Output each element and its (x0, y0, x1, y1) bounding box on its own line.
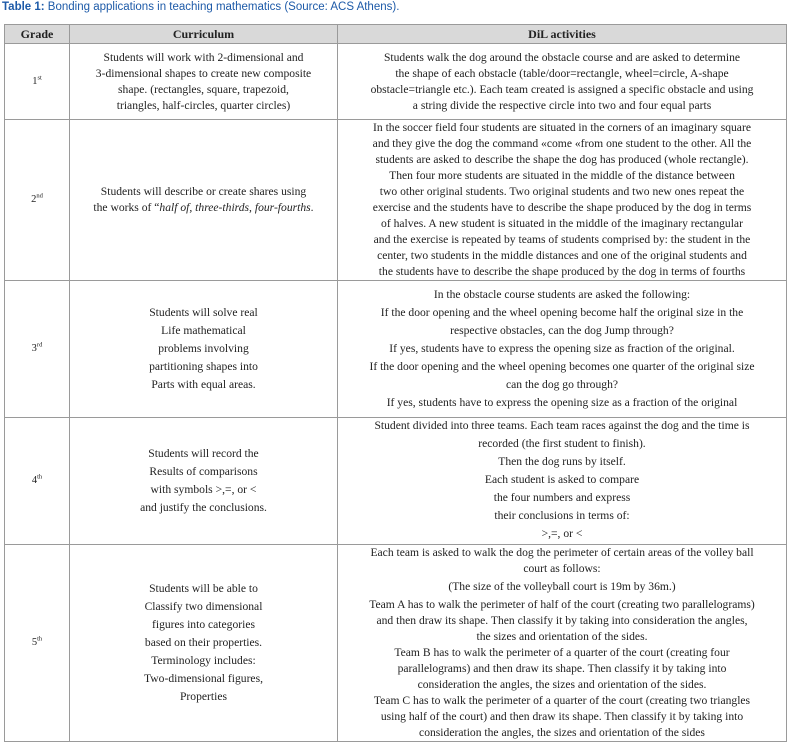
activities-cell (338, 120, 787, 281)
text-line: partitioning shapes into (149, 360, 258, 373)
text-line: the students have to describe the shape produced by the dog in terms of fourths (378, 265, 746, 278)
text-line: Life mathematical (161, 324, 246, 337)
curriculum-cell (70, 120, 338, 281)
text-fragment: the works of “ (93, 201, 160, 214)
text-line: using half of the court) and then draw its shape. Then classify it by taking into (380, 710, 744, 723)
activities-cell (338, 281, 787, 418)
text-line: Students will work with 2-dimensional and (103, 50, 304, 64)
caption-label: Table 1: (2, 1, 45, 13)
curriculum-cell (70, 545, 338, 742)
grade-suffix: th (37, 473, 43, 481)
text-line: and justify the conclusions. (140, 501, 267, 514)
grade-cell (5, 418, 70, 545)
activities-cell (338, 44, 787, 120)
text-line: the four numbers and express (493, 491, 631, 504)
header-curriculum: Curriculum (70, 25, 338, 44)
grade-number: 3 (31, 343, 37, 354)
text-line: If yes, students have to express the opening size as fraction of the original. (389, 342, 735, 355)
text-line: In the soccer field four students are situated in the corners of an imaginary square (373, 121, 751, 134)
text-line: Student divided into three teams. Each team races against the dog and the time is (374, 419, 750, 432)
text-line: >,=, or < (541, 527, 583, 540)
table-row (5, 44, 787, 120)
text-line: parallelograms) and then draw its shape. Then classify it by taking into (397, 662, 727, 675)
table-caption (2, 1, 399, 13)
text-line: Students will solve real (149, 306, 258, 319)
text-line: court as follows: (523, 562, 601, 575)
italic-fragment: half of, three-thirds, four-fourths (159, 201, 311, 214)
text-line: In the obstacle course students are asked the following: (433, 288, 691, 301)
text-line: Students walk the dog around the obstacle course and are asked to determine (383, 50, 741, 64)
text-line: and then draw its shape. Then classify it by taking into consideration the angles, (376, 614, 748, 627)
header-grade: Grade (5, 25, 70, 44)
text-line: and they give the dog the command «come «from one student to the other. All the (372, 137, 752, 150)
text-line: Each student is asked to compare (484, 473, 640, 486)
table-row (5, 120, 787, 281)
text-line: Team A has to walk the perimeter of half of the court (creating two parallelograms) (369, 598, 755, 611)
grade-cell (5, 120, 70, 281)
text-line: two other original students. Two original students and two new ones repeat the (379, 185, 745, 198)
grade-number: 4 (31, 475, 38, 486)
text-line: center, two students in the middle distances and one of the original students and (377, 249, 747, 262)
header-row (5, 25, 787, 44)
text-line: If the door opening and the wheel opening becomes one quarter of the original size (369, 360, 755, 373)
grade-suffix: th (37, 635, 43, 643)
text-line: If yes, students have to express the opening size as a fraction of the original (386, 396, 738, 409)
text-line: the shape of each obstacle (table/door=rectangle, wheel=circle, A-shape (395, 66, 729, 80)
table-row (5, 418, 787, 545)
text-line: Results of comparisons (149, 465, 258, 478)
curriculum-cell (70, 418, 338, 545)
text-line: Properties (179, 690, 227, 703)
text-line: Then four more students are situated in the middle of the distance between (389, 169, 735, 182)
text-line: 3-dimensional shapes to create new composite (95, 66, 312, 80)
text-line: Students will be able to (149, 582, 258, 595)
header-activities: DiL activities (338, 25, 787, 44)
text-line: recorded (the first student to finish). (478, 437, 646, 450)
text-line: obstacle=triangle etc.). Each team created is assigned a specific obstacle and using (370, 82, 754, 96)
text-line: If the door opening and the wheel opening become half the original size in the (380, 306, 744, 319)
text-line: students are asked to describe the shape the dog has produced (whole rectangle). (375, 153, 749, 166)
text-line: exercise and the students have to describe the shape produced by the dog in terms (372, 201, 752, 214)
text-fragment: . (310, 201, 314, 214)
text-line (74, 200, 333, 216)
text-line: Two-dimensional figures, (144, 672, 263, 685)
grade-cell (5, 281, 70, 418)
text-line: Students will describe or create shares using (100, 185, 307, 198)
bonding-applications-table (4, 24, 787, 742)
text-line: respective obstacles, can the dog Jump through? (450, 324, 674, 337)
text-line: with symbols >,=, or < (150, 483, 257, 496)
text-line: and the exercise is repeated by teams of students comprised by: the student in the (373, 233, 751, 246)
grade-suffix: st (37, 74, 42, 81)
grade-suffix: nd (36, 192, 43, 200)
text-line: based on their properties. (144, 636, 263, 649)
text-line: problems involving (158, 342, 249, 355)
table-row (5, 545, 787, 742)
text-line: (The size of the volleyball court is 19m by 36m.) (448, 580, 676, 593)
text-line: Classify two dimensional (144, 600, 263, 613)
grade-cell (5, 44, 70, 120)
text-line: of halves. A new student is situated in the middle of the imaginary rectangular (381, 217, 743, 230)
text-line: a string divide the respective circle into two and four equal parts (412, 98, 712, 112)
curriculum-cell (70, 281, 338, 418)
text-line: shape. (rectangles, square, trapezoid, (118, 82, 289, 96)
curriculum-cell (70, 44, 338, 120)
grade-number: 1 (32, 75, 38, 87)
text-line: Team C has to walk the perimeter of a quarter of the court (creating two triangles (373, 694, 751, 707)
text-line: can the dog go through? (505, 378, 619, 391)
text-line: Each team is asked to walk the dog the perimeter of certain areas of the volley ball (370, 546, 754, 559)
text-line: Team B has to walk the perimeter of a quarter of the court (creating four (394, 646, 730, 659)
grade-cell (5, 545, 70, 742)
text-line: Then the dog runs by itself. (498, 455, 626, 468)
text-line: triangles, half-circles, quarter circles) (116, 98, 291, 112)
caption-text: Bonding applications in teaching mathematics (Source: ACS Athens). (44, 1, 400, 13)
text-line: their conclusions in terms of: (494, 509, 630, 522)
grade-number: 2 (31, 194, 37, 205)
text-line: Terminology includes: (151, 654, 256, 667)
text-line: consideration the angles, the sizes and orientation of the sides. (417, 678, 707, 691)
text-line: Students will record the (148, 447, 259, 460)
text-line: consideration the angles, the sizes and orientation of the sides (419, 726, 705, 739)
grade-suffix: rd (36, 341, 43, 349)
text-line: figures into categories (151, 618, 256, 631)
table-row (5, 281, 787, 418)
grade-number: 5 (31, 637, 38, 648)
text-line: the sizes and orientation of the sides. (476, 630, 648, 643)
activities-cell (338, 545, 787, 742)
activities-cell (338, 418, 787, 545)
text-line: Parts with equal areas. (151, 378, 256, 391)
